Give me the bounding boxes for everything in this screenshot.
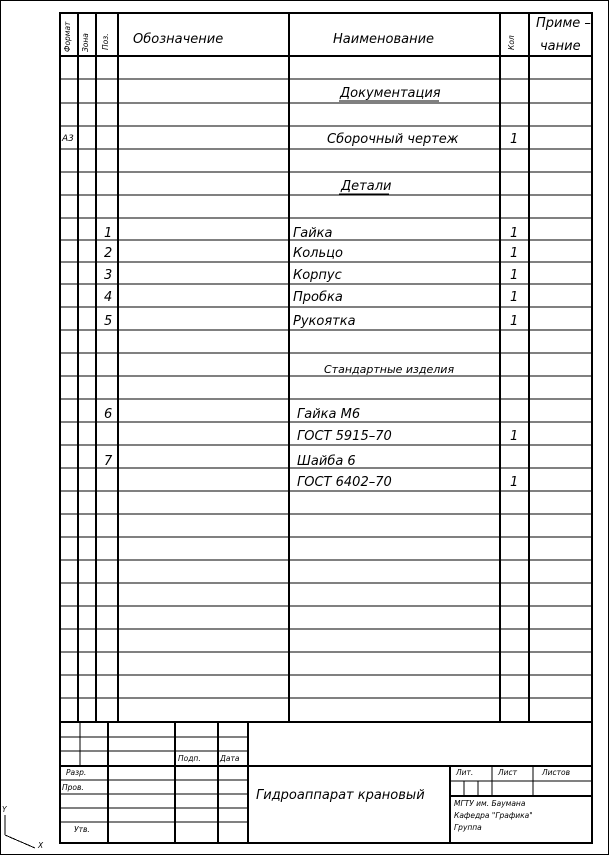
part-pos: 3 [104,268,113,283]
header-zone: Зона [81,33,90,52]
assembly-qty: 1 [510,132,519,147]
assembly-name: Сборочный чертеж [327,132,459,147]
axis-marks [5,815,35,848]
part-name: Корпус [293,268,342,283]
label-sign: Подп. [178,754,201,763]
part-qty: 1 [510,246,519,261]
part-qty: 1 [510,314,519,329]
part-qty: 1 [510,290,519,305]
std-name: Гайка М6 [297,407,361,422]
part-pos: 1 [104,226,113,241]
org-group: Группа [454,823,482,832]
std-pos: 6 [104,407,113,422]
parts-heading: Детали [341,179,392,194]
std-standard: ГОСТ 6402–70 [297,475,392,490]
part-name: Пробка [293,290,343,305]
part-qty: 1 [510,268,519,283]
label-sheet: Лист [498,768,518,777]
std-name: Шайба 6 [297,454,356,469]
part-pos: 4 [104,290,113,305]
std-qty: 1 [510,429,519,444]
std-standard: ГОСТ 5915–70 [297,429,392,444]
label-approved: Утв. [74,825,90,834]
product-name: Гидроаппарат крановый [256,788,425,803]
std-qty: 1 [510,475,519,490]
label-sheets: Листов [542,768,571,777]
documentation-heading: Документация [340,86,441,101]
label-checked: Пров. [62,783,84,792]
header-qty: Кол [507,35,516,50]
standard-heading: Стандартные изделия [324,363,455,376]
header-note-2: чание [540,39,581,54]
label-developed: Разр. [66,768,87,777]
label-lit: Лит. [456,768,474,777]
part-name: Рукоятка [293,314,356,329]
assembly-format: А3 [62,134,74,144]
org-university: МГТУ им. Баумана [454,799,526,808]
part-name: Кольцо [293,246,343,261]
header-name: Наименование [333,32,435,47]
part-name: Гайка [293,226,333,241]
outer-frame [1,1,609,855]
header-format: Формат [63,21,72,52]
std-pos: 7 [104,454,113,469]
label-date: Дата [220,754,240,763]
header-designation: Обозначение [133,32,224,47]
axis-y-label: Y [2,805,7,814]
header-pos: Поз. [101,33,110,50]
part-pos: 5 [104,314,113,329]
part-qty: 1 [510,226,519,241]
header-note-1: Приме – [536,16,591,31]
spec-table-rows [60,79,592,698]
axis-x-label: X [38,841,44,850]
org-department: Кафедра "Графика" [454,811,533,820]
part-pos: 2 [104,246,113,261]
title-block-lines [60,722,592,843]
